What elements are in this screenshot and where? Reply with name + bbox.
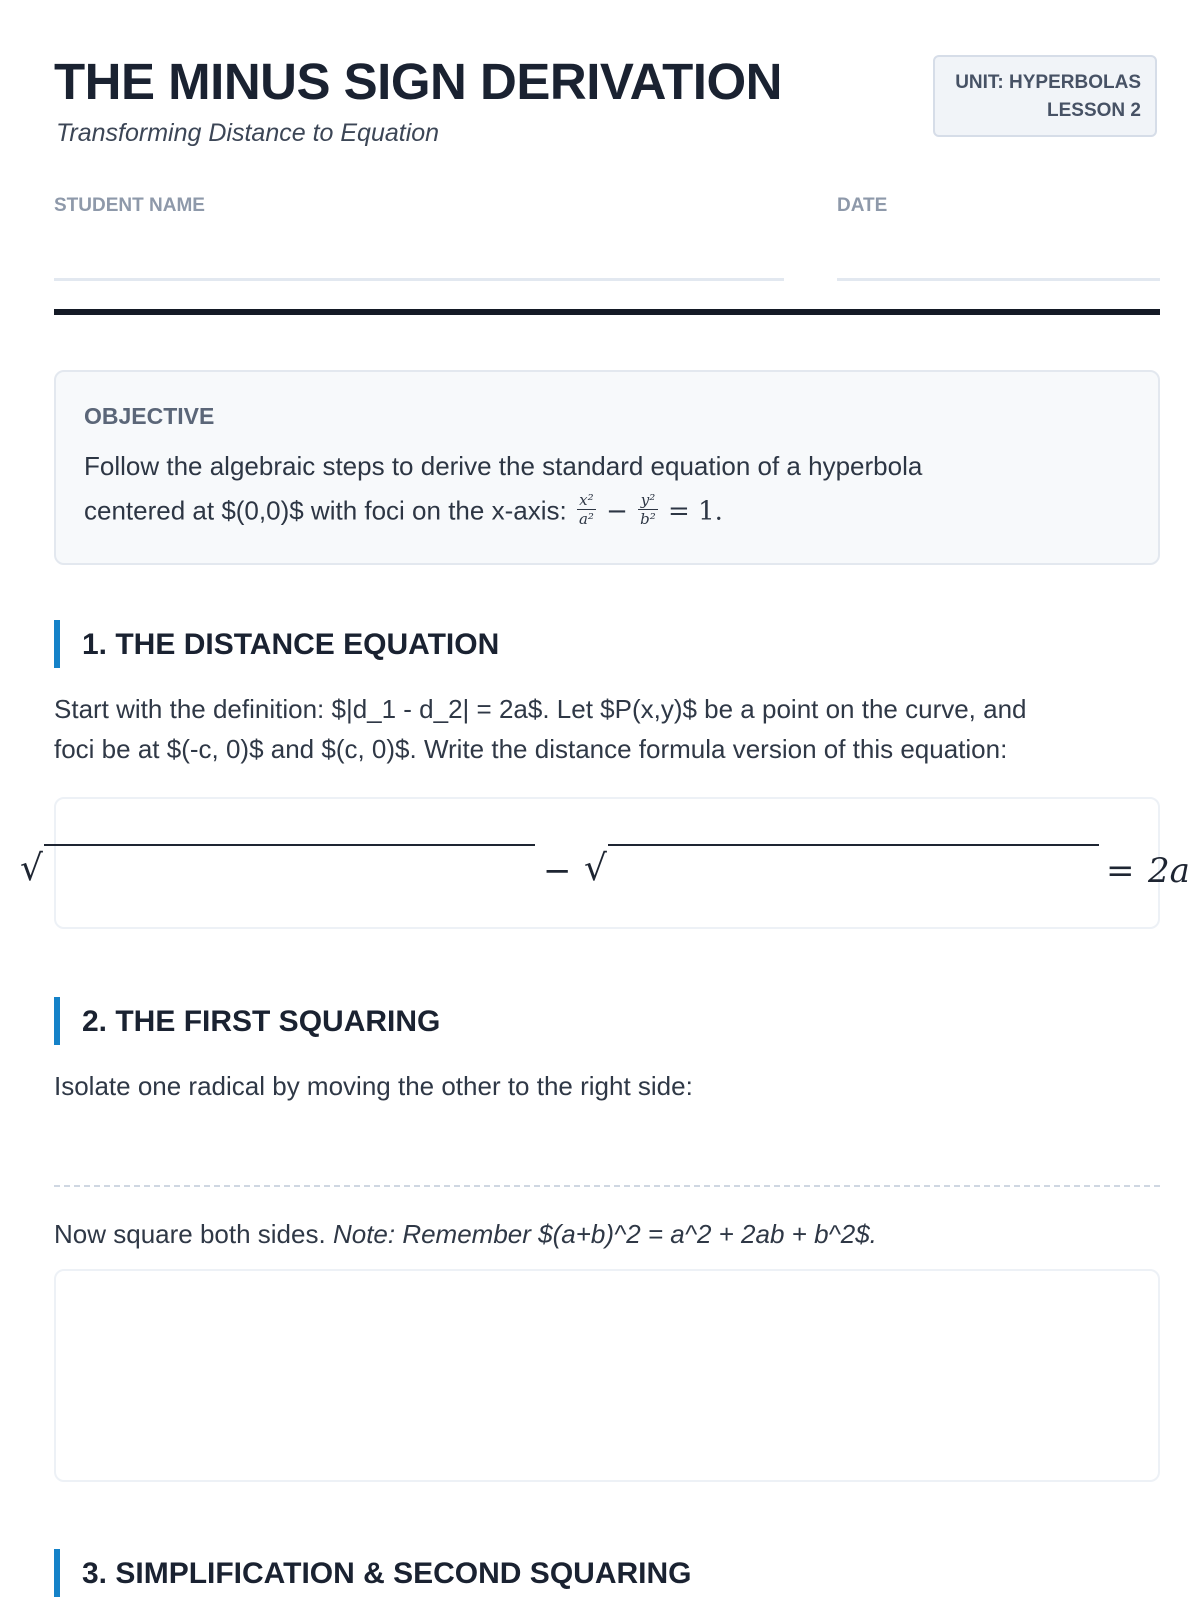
fraction-denominator: b² bbox=[640, 510, 656, 528]
objective-label: OBJECTIVE bbox=[84, 403, 215, 429]
fraction-x2-a2 bbox=[577, 491, 596, 528]
date-field[interactable] bbox=[837, 278, 1160, 281]
section-1-text-line2: foci be at $(-c, 0)$ and $(c, 0)$. Write the distance formula version of this equation: bbox=[54, 734, 1008, 764]
date-label: DATE bbox=[837, 195, 888, 216]
section-3-title: 3. SIMPLIFICATION & SECOND SQUARING bbox=[82, 1557, 692, 1590]
distance-equation-answer-box[interactable] bbox=[54, 797, 1160, 929]
objective-text-line2 bbox=[84, 491, 723, 531]
lesson-label: LESSON 2 bbox=[1047, 100, 1141, 121]
equation-minus: − bbox=[543, 851, 572, 891]
objective-text-line2-text: centered at $(0,0)$ with foci on the x-axis: bbox=[84, 495, 567, 526]
fraction-numerator: y² bbox=[638, 491, 658, 510]
header-divider bbox=[54, 309, 1160, 315]
unit-badge bbox=[933, 55, 1157, 137]
section-2-isolate-text: Isolate one radical by moving the other to the right side: bbox=[54, 1071, 693, 1101]
equals-one: = 1. bbox=[668, 496, 723, 527]
section-3-heading bbox=[54, 1549, 692, 1597]
page-title: THE MINUS SIGN DERIVATION bbox=[54, 53, 782, 110]
isolate-answer-line[interactable] bbox=[54, 1185, 1160, 1187]
square-answer-box[interactable] bbox=[54, 1269, 1160, 1482]
section-2-heading bbox=[54, 997, 441, 1045]
square-note: Note: Remember $(a+b)^2 = a^2 + 2ab + b^2$. bbox=[332, 1219, 877, 1249]
objective-box bbox=[54, 370, 1160, 565]
section-1-title: 1. THE DISTANCE EQUATION bbox=[82, 628, 500, 661]
student-name-field[interactable] bbox=[54, 278, 784, 281]
radical-vinculum-2 bbox=[608, 844, 1099, 846]
minus-sign: − bbox=[606, 496, 628, 527]
fraction-numerator: x² bbox=[577, 491, 596, 510]
equation-rhs-value: 2a bbox=[1148, 851, 1190, 891]
section-2-square-text bbox=[54, 1214, 1164, 1255]
radical-symbol-2: √ bbox=[584, 848, 607, 889]
objective-text-line1: Follow the algebraic steps to derive the standard equation of a hyperbola bbox=[84, 451, 923, 481]
student-name-label: STUDENT NAME bbox=[54, 195, 205, 216]
unit-label: UNIT: HYPERBOLAS bbox=[955, 72, 1141, 93]
section-2-title: 2. THE FIRST SQUARING bbox=[82, 1005, 441, 1038]
page-subtitle: Transforming Distance to Equation bbox=[56, 119, 440, 147]
radical-symbol-1: √ bbox=[20, 848, 43, 889]
section-1-heading bbox=[54, 620, 500, 668]
fraction-denominator: a² bbox=[578, 510, 594, 528]
radical-vinculum-1 bbox=[44, 844, 535, 846]
section-1-text-line1: Start with the definition: $|d_1 - d_2| = 2a$. Let $P(x,y)$ be a point on the curve, and bbox=[54, 694, 1027, 724]
square-instruction: Now square both sides. bbox=[54, 1219, 326, 1249]
fraction-y2-b2 bbox=[638, 491, 658, 528]
equation-equals: = bbox=[1106, 851, 1135, 891]
